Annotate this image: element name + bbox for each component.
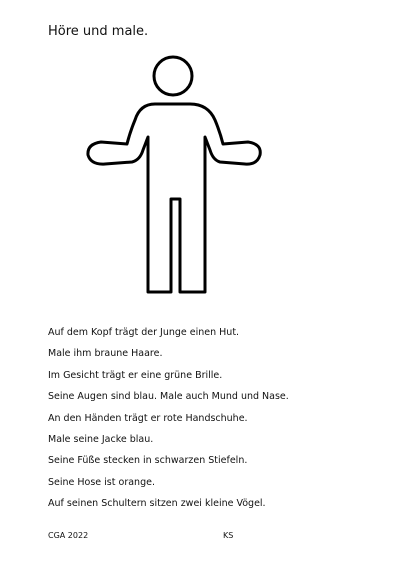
instruction-list bbox=[48, 322, 289, 515]
instruction-line: Seine Augen sind blau. Male auch Mund und Nase. bbox=[48, 391, 289, 403]
worksheet-title: Höre und male. bbox=[48, 24, 149, 39]
figure-body bbox=[88, 104, 260, 292]
footer-credit: CGA 2022 bbox=[48, 531, 89, 540]
instruction-line: Seine Füße stecken in schwarzen Stiefeln. bbox=[48, 455, 248, 467]
instruction-line: Male seine Jacke blau. bbox=[48, 433, 154, 445]
instruction-line: Seine Hose ist orange. bbox=[48, 476, 155, 488]
person-outline-icon bbox=[80, 52, 270, 298]
figure-head bbox=[154, 57, 192, 95]
instruction-line: Im Gesicht trägt er eine grüne Brille. bbox=[48, 369, 223, 381]
instruction-line: An den Händen trägt er rote Handschuhe. bbox=[48, 412, 248, 424]
instruction-line: Male ihm braune Haare. bbox=[48, 348, 163, 360]
instruction-line: Auf dem Kopf trägt der Junge einen Hut. bbox=[48, 327, 240, 338]
instruction-line: Auf seinen Schultern sitzen zwei kleine Vögel. bbox=[48, 498, 266, 510]
footer-initials: KS bbox=[223, 531, 234, 540]
